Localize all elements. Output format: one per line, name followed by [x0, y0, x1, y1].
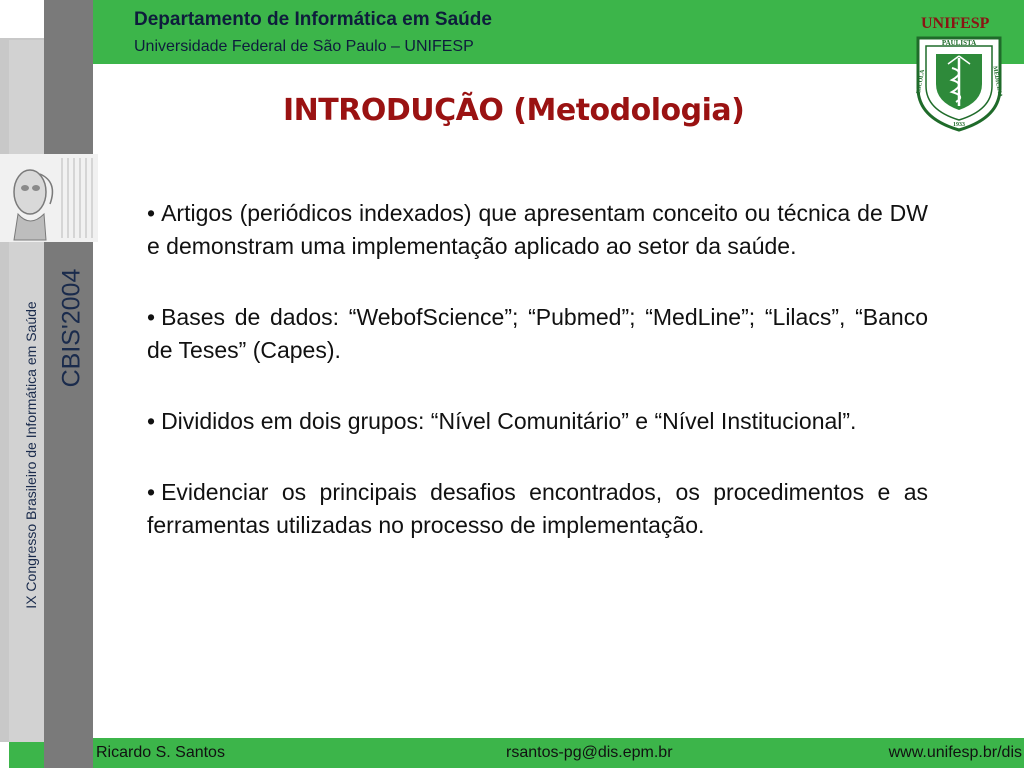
anatomy-sketch-image	[0, 154, 98, 242]
bullet-marker: •	[147, 479, 156, 505]
bullet-marker: •	[147, 304, 156, 330]
footer-author: Ricardo S. Santos	[96, 744, 225, 761]
bullet-item	[147, 197, 928, 263]
bullet-item	[147, 476, 928, 542]
seal-text-escola: ESCOLA	[915, 69, 927, 95]
sidebar-bottom-edge	[0, 742, 9, 768]
seal-text-paulista: PAULISTA	[941, 39, 977, 47]
bullet-marker: •	[147, 408, 156, 434]
unifesp-seal-logo	[912, 34, 1006, 132]
congress-label: IX Congresso Brasileiro de Informática em Saúde	[23, 301, 39, 609]
sidebar-corner	[0, 0, 44, 38]
slide-title: INTRODUÇÃO (Metodologia)	[283, 93, 745, 128]
bullet-list	[147, 197, 928, 542]
bullet-item	[147, 405, 928, 438]
bullet-text: Evidenciar os principais desafios encontrados, os procedimentos e as ferramentas utilizadas no processo de implementação.	[147, 479, 928, 538]
seal-text-medicina: MEDICINA	[991, 65, 1003, 98]
department-title: Departamento de Informática em Saúde	[134, 9, 492, 30]
seal-text-year: 1933	[953, 122, 965, 128]
event-label: CBIS'2004	[57, 268, 86, 388]
bullet-text: Bases de dados: “WebofScience”; “Pubmed”; “MedLine”; “Lilacs”, “Banco de Teses” (Capes).	[147, 304, 928, 363]
university-subtitle: Universidade Federal de São Paulo – UNIFESP	[134, 38, 474, 55]
bullet-marker: •	[147, 200, 156, 226]
unifesp-logo-text: UNIFESP	[921, 15, 990, 32]
bullet-text: Artigos (periódicos indexados) que apresentam conceito ou técnica de DW e demonstram uma implementação aplicado ao setor da saúde.	[147, 200, 928, 259]
footer-email: rsantos-pg@dis.epm.br	[506, 744, 673, 761]
footer-url: www.unifesp.br/dis	[888, 744, 1022, 761]
bullet-text: Divididos em dois grupos: “Nível Comunitário” e “Nível Institucional”.	[161, 408, 857, 434]
bullet-item	[147, 301, 928, 367]
